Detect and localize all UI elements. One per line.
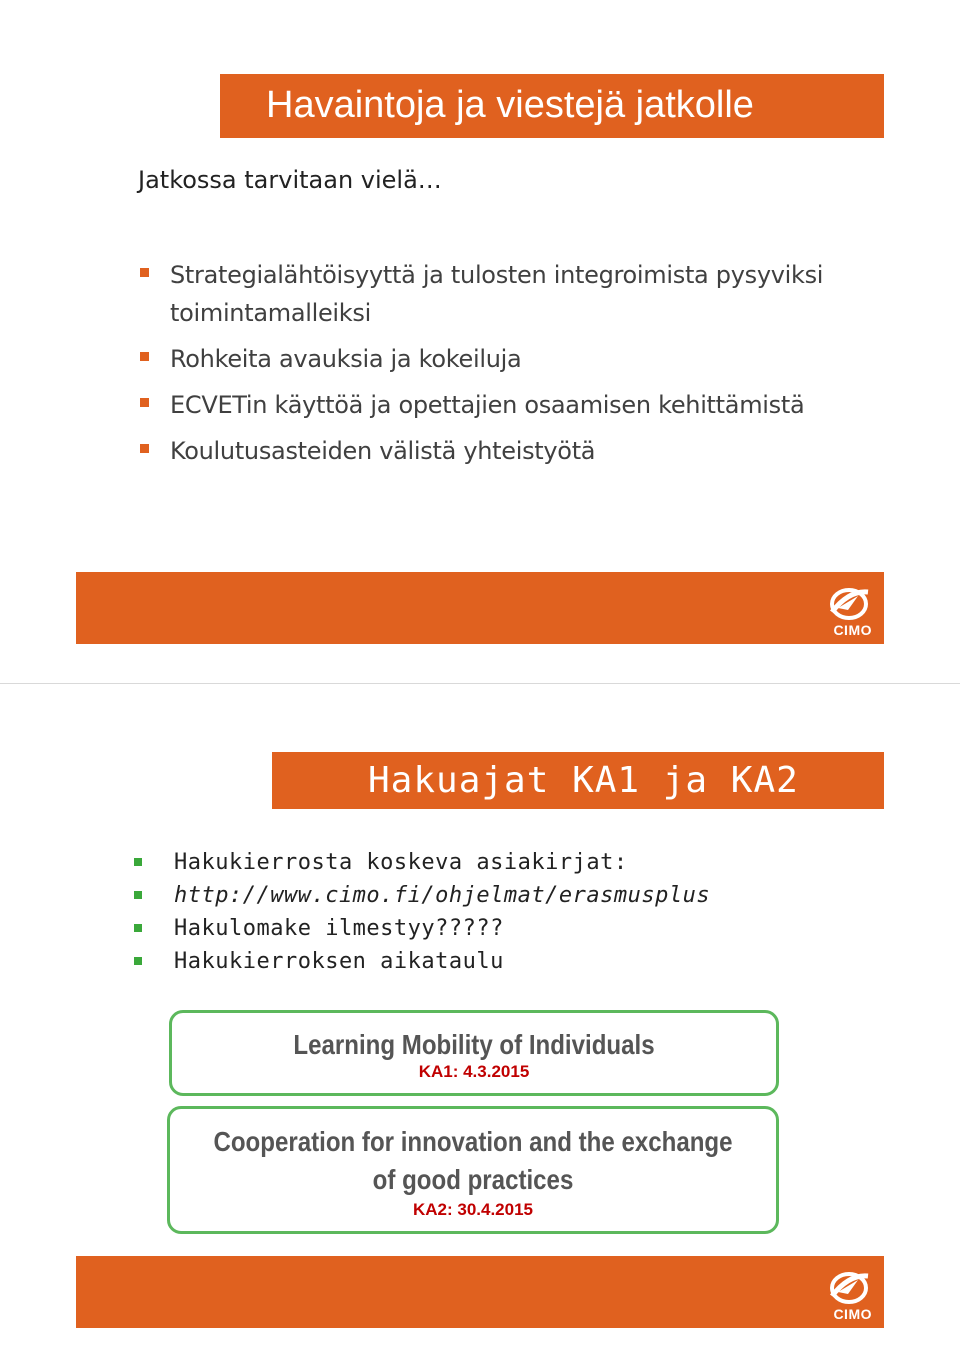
cimo-logo-text: CIMO bbox=[833, 622, 872, 638]
list-item: Hakukierrosta koskeva asiakirjat: bbox=[134, 846, 834, 879]
slide-1-footer-bar bbox=[76, 572, 884, 644]
erasmusplus-link[interactable]: http://www.cimo.fi/ohjelmat/erasmusplus bbox=[134, 879, 834, 912]
bullet-square-icon bbox=[134, 858, 142, 866]
ka2-date: KA2: 30.4.2015 bbox=[412, 1200, 534, 1219]
slide-1-title-bar bbox=[220, 74, 884, 138]
slide-1-subtitle: Jatkossa tarvitaan vielä… bbox=[138, 166, 442, 194]
ka1-deadline-box bbox=[169, 1010, 779, 1096]
ka2-heading-line-1: Cooperation for innovation and the exchange bbox=[213, 1126, 733, 1157]
ka1-heading: Learning Mobility of Individuals bbox=[293, 1029, 655, 1060]
bullet-square-icon bbox=[140, 352, 149, 361]
bullet-square-icon bbox=[134, 957, 142, 965]
bullet-square-icon bbox=[134, 891, 142, 899]
ka2-deadline-box bbox=[167, 1106, 779, 1234]
slide-2-title: Hakuajat KA1 ja KA2 bbox=[368, 760, 799, 801]
list-item: Rohkeita avauksia ja kokeiluja bbox=[138, 340, 898, 378]
slide-2-bullet-list bbox=[134, 846, 834, 978]
ka2-heading bbox=[212, 1123, 733, 1199]
list-item: ECVETin käyttöä ja opettajien osaamisen kehittämistä bbox=[138, 386, 898, 424]
list-item: Koulutusasteiden välistä yhteistyötä bbox=[138, 432, 898, 470]
slide-2-footer-bar bbox=[76, 1256, 884, 1328]
bullet-square-icon bbox=[140, 268, 149, 277]
list-item: Strategialähtöisyyttä ja tulosten integroimista pysyviksi toimintamalleiksi bbox=[138, 256, 898, 332]
bullet-square-icon bbox=[134, 924, 142, 932]
bullet-square-icon bbox=[140, 398, 149, 407]
bullet-square-icon bbox=[140, 444, 149, 453]
slide-1-bullet-list bbox=[138, 256, 898, 478]
list-item: Hakulomake ilmestyy????? bbox=[134, 912, 834, 945]
ka2-heading-line-2: of good practices bbox=[372, 1164, 574, 1195]
list-item: Hakukierroksen aikataulu bbox=[134, 945, 834, 978]
slide-1-title: Havaintoja ja viestejä jatkolle bbox=[266, 84, 754, 126]
slide-2 bbox=[0, 684, 960, 1367]
cimo-logo-text: CIMO bbox=[833, 1306, 872, 1322]
ka1-date: KA1: 4.3.2015 bbox=[418, 1062, 530, 1081]
slide-2-title-bar bbox=[272, 752, 884, 809]
